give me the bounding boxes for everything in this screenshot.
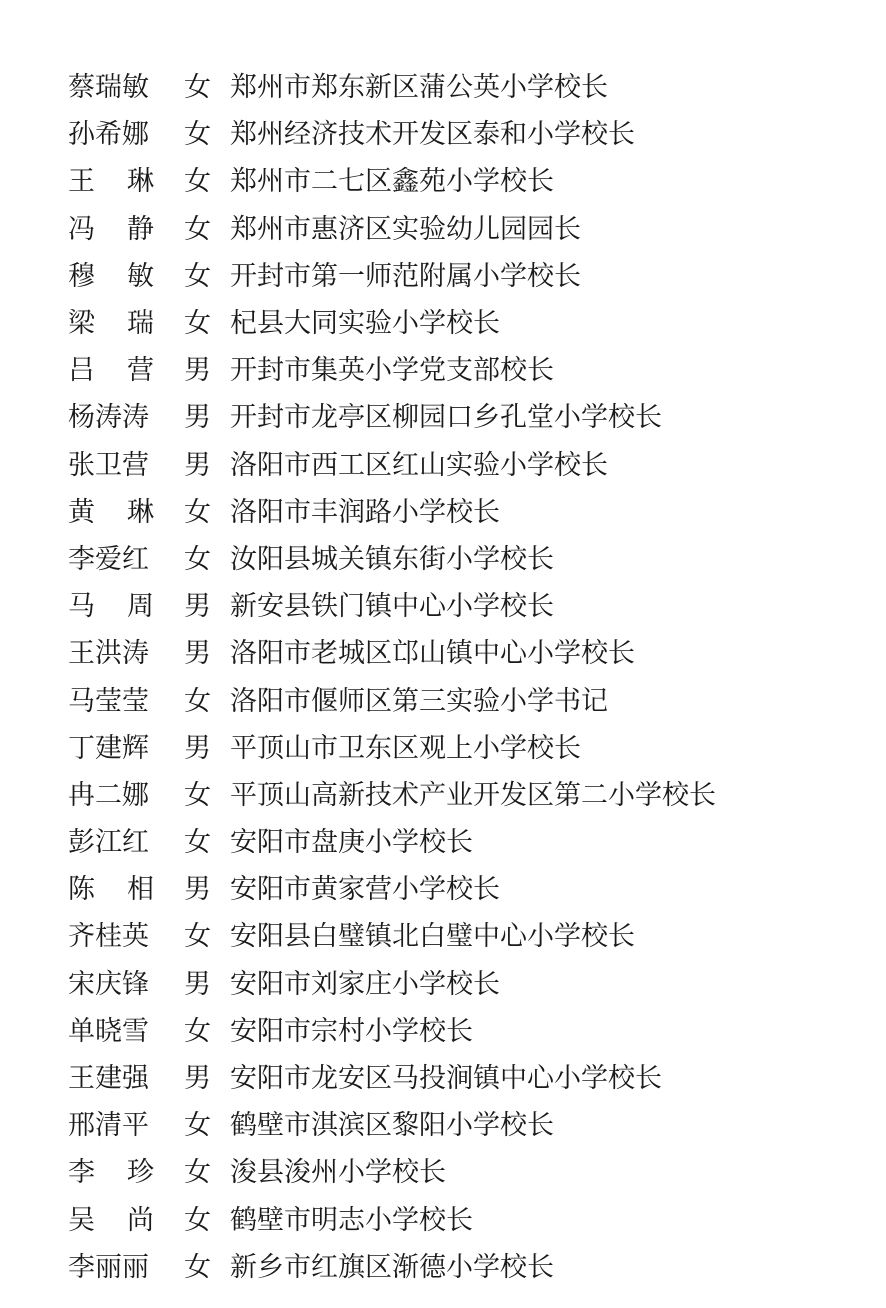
person-title: 浚县浚州小学校长: [230, 1157, 446, 1189]
person-gender: 女: [184, 779, 211, 811]
person-title: 平顶山高新技术产业开发区第二小学校长: [230, 779, 716, 811]
person-title: 安阳市刘家庄小学校长: [230, 968, 500, 1000]
person-gender: 女: [184, 1157, 211, 1189]
list-item: [68, 1099, 716, 1146]
person-title: 郑州市郑东新区蒲公英小学校长: [230, 72, 608, 104]
person-name: 穆 敏: [68, 260, 154, 292]
person-name: 陈 相: [68, 874, 154, 906]
person-name: 吕 营: [68, 355, 154, 387]
list-item: [68, 1052, 716, 1099]
person-gender: 女: [184, 827, 211, 859]
list-item: [68, 155, 716, 202]
person-gender: 男: [184, 638, 211, 670]
person-name: 单晓雪: [68, 1015, 149, 1047]
list-item: [68, 627, 716, 674]
person-name: 宋庆锋: [68, 968, 149, 1000]
person-name: 李 珍: [68, 1157, 154, 1189]
person-name: 孙希娜: [68, 119, 149, 151]
person-name: 王 琳: [68, 166, 154, 198]
list-item: [68, 344, 716, 391]
list-item: [68, 1005, 716, 1052]
person-title: 洛阳市偃师区第三实验小学书记: [230, 685, 608, 717]
person-gender: 女: [184, 1204, 211, 1236]
person-name: 马莹莹: [68, 685, 149, 717]
person-title: 洛阳市丰润路小学校长: [230, 496, 500, 528]
person-name: 梁 瑞: [68, 308, 154, 340]
list-item: [68, 580, 716, 627]
person-title: 安阳市宗村小学校长: [230, 1015, 473, 1047]
person-gender: 男: [184, 449, 211, 481]
list-item: [68, 486, 716, 533]
list-item: [68, 391, 716, 438]
person-gender: 女: [184, 213, 211, 245]
person-gender: 男: [184, 874, 211, 906]
list-item: [68, 61, 716, 108]
person-name: 冉二娜: [68, 779, 149, 811]
person-name: 彭江红: [68, 827, 149, 859]
person-title: 郑州经济技术开发区泰和小学校长: [230, 119, 635, 151]
person-gender: 男: [184, 402, 211, 434]
person-name: 王建强: [68, 1063, 149, 1095]
person-gender: 女: [184, 1110, 211, 1142]
person-gender: 男: [184, 1063, 211, 1095]
list-item: [68, 533, 716, 580]
person-name: 李丽丽: [68, 1251, 149, 1283]
list-item: [68, 910, 716, 957]
person-title: 鹤壁市淇滨区黎阳小学校长: [230, 1110, 554, 1142]
list-item: [68, 108, 716, 155]
person-gender: 女: [184, 119, 211, 151]
person-title: 杞县大同实验小学校长: [230, 308, 500, 340]
person-name: 张卫营: [68, 449, 149, 481]
person-gender: 男: [184, 355, 211, 387]
person-title: 新安县铁门镇中心小学校长: [230, 591, 554, 623]
person-gender: 女: [184, 1251, 211, 1283]
person-name: 齐桂英: [68, 921, 149, 953]
person-gender: 女: [184, 921, 211, 953]
person-gender: 女: [184, 166, 211, 198]
person-name: 王洪涛: [68, 638, 149, 670]
person-gender: 女: [184, 1015, 211, 1047]
person-gender: 女: [184, 72, 211, 104]
person-gender: 男: [184, 732, 211, 764]
person-title: 安阳市黄家营小学校长: [230, 874, 500, 906]
person-title: 洛阳市老城区邙山镇中心小学校长: [230, 638, 635, 670]
person-name: 杨涛涛: [68, 402, 149, 434]
person-title: 洛阳市西工区红山实验小学校长: [230, 449, 608, 481]
person-gender: 男: [184, 968, 211, 1000]
person-title: 平顶山市卫东区观上小学校长: [230, 732, 581, 764]
person-gender: 女: [184, 308, 211, 340]
person-title: 鹤壁市明志小学校长: [230, 1204, 473, 1236]
person-title: 安阳市盘庚小学校长: [230, 827, 473, 859]
person-name: 蔡瑞敏: [68, 72, 149, 104]
person-title: 安阳市龙安区马投涧镇中心小学校长: [230, 1063, 662, 1095]
person-title: 新乡市红旗区渐德小学校长: [230, 1251, 554, 1283]
list-item: [68, 250, 716, 297]
person-title: 郑州市二七区鑫苑小学校长: [230, 166, 554, 198]
list-item: [68, 863, 716, 910]
list-item: [68, 1241, 716, 1288]
person-name: 李爱红: [68, 543, 149, 575]
list-item: [68, 722, 716, 769]
list-item: [68, 203, 716, 250]
list-item: [68, 297, 716, 344]
person-title: 开封市集英小学党支部校长: [230, 355, 554, 387]
person-gender: 女: [184, 543, 211, 575]
person-name: 邢清平: [68, 1110, 149, 1142]
person-name: 吴 尚: [68, 1204, 154, 1236]
person-title: 汝阳县城关镇东街小学校长: [230, 543, 554, 575]
person-name: 黄 琳: [68, 496, 154, 528]
list-item: [68, 439, 716, 486]
list-item: [68, 769, 716, 816]
person-gender: 女: [184, 496, 211, 528]
person-gender: 女: [184, 685, 211, 717]
person-title: 开封市第一师范附属小学校长: [230, 260, 581, 292]
person-name: 马 周: [68, 591, 154, 623]
person-gender: 男: [184, 591, 211, 623]
list-item: [68, 958, 716, 1005]
person-title: 开封市龙亭区柳园口乡孔堂小学校长: [230, 402, 662, 434]
list-item: [68, 1194, 716, 1241]
person-gender: 女: [184, 260, 211, 292]
person-name: 冯 静: [68, 213, 154, 245]
person-title: 郑州市惠济区实验幼儿园园长: [230, 213, 581, 245]
list-item: [68, 1146, 716, 1193]
list-item: [68, 816, 716, 863]
person-title: 安阳县白璧镇北白璧中心小学校长: [230, 921, 635, 953]
principal-list: [68, 61, 716, 1288]
person-name: 丁建辉: [68, 732, 149, 764]
list-item: [68, 674, 716, 721]
